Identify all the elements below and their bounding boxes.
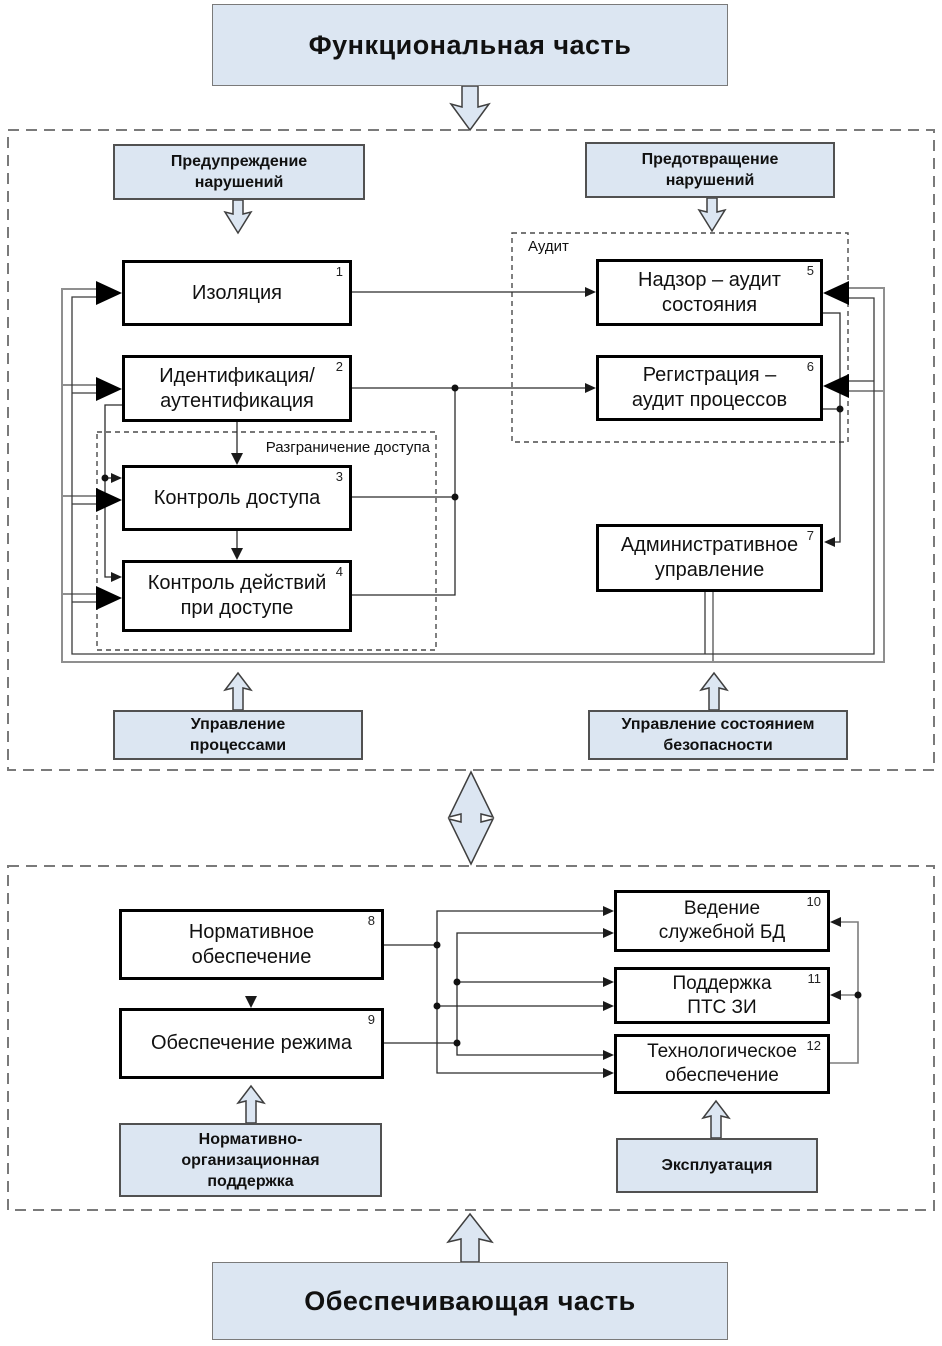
caption-security-state: Управление состоянием безопасности — [588, 710, 848, 760]
box-pts-zi-support: 11 Поддержка ПТС ЗИ — [614, 967, 830, 1024]
arrow-top-down — [451, 86, 489, 130]
arrow-aversion-down — [699, 198, 725, 231]
box-identification: 2 Идентификация/ аутентификация — [122, 355, 352, 422]
box-supervision-audit: 5 Надзор – аудит состояния — [596, 259, 823, 326]
box-normative-support: 8 Нормативное обеспечение — [119, 909, 384, 980]
link-2-feed — [105, 405, 122, 577]
arrow-expl-up — [703, 1101, 729, 1138]
title-functional-part: Функциональная часть — [212, 4, 728, 86]
link-5-to-7 — [823, 313, 840, 542]
box-administrative-management: 7 Административное управление — [596, 524, 823, 592]
bus-b — [457, 933, 609, 1055]
arrow-bottom-up — [448, 1214, 492, 1262]
box-action-control: 4 Контроль действий при доступе — [122, 560, 352, 632]
title-supporting-part: Обеспечивающая часть — [212, 1262, 728, 1340]
group-label-audit: Аудит — [528, 238, 569, 255]
box-regime-support: 9 Обеспечение режима — [119, 1008, 384, 1079]
caption-norm-org-support: Нормативно- организационная поддержка — [119, 1123, 382, 1197]
caption-aversion: Предотвращение нарушений — [585, 142, 835, 198]
arrow-state-up — [701, 673, 727, 710]
box-technological-support: 12 Технологическое обеспечение — [614, 1034, 830, 1094]
arrow-process-up — [225, 673, 251, 710]
box-registration-audit: 6 Регистрация – аудит процессов — [596, 355, 823, 421]
box-isolation: 1 Изоляция — [122, 260, 352, 326]
feedback-12 — [830, 922, 858, 1063]
functional-part-frame — [8, 130, 934, 770]
caption-prevention: Предупреждение нарушений — [113, 144, 365, 200]
link-4-out — [352, 388, 455, 595]
arrow-prevention-down — [225, 200, 251, 233]
caption-process-management: Управление процессами — [113, 710, 363, 760]
bus-a — [437, 911, 609, 1073]
group-label-access: Разграничение доступа — [265, 439, 430, 456]
box-access-control: 3 Контроль доступа — [122, 465, 352, 531]
box-service-db: 10 Ведение служебной БД — [614, 890, 830, 952]
caption-exploitation: Эксплуатация — [616, 1138, 818, 1193]
arrow-double-vertical — [449, 772, 493, 864]
arrow-norm-up — [238, 1086, 264, 1123]
